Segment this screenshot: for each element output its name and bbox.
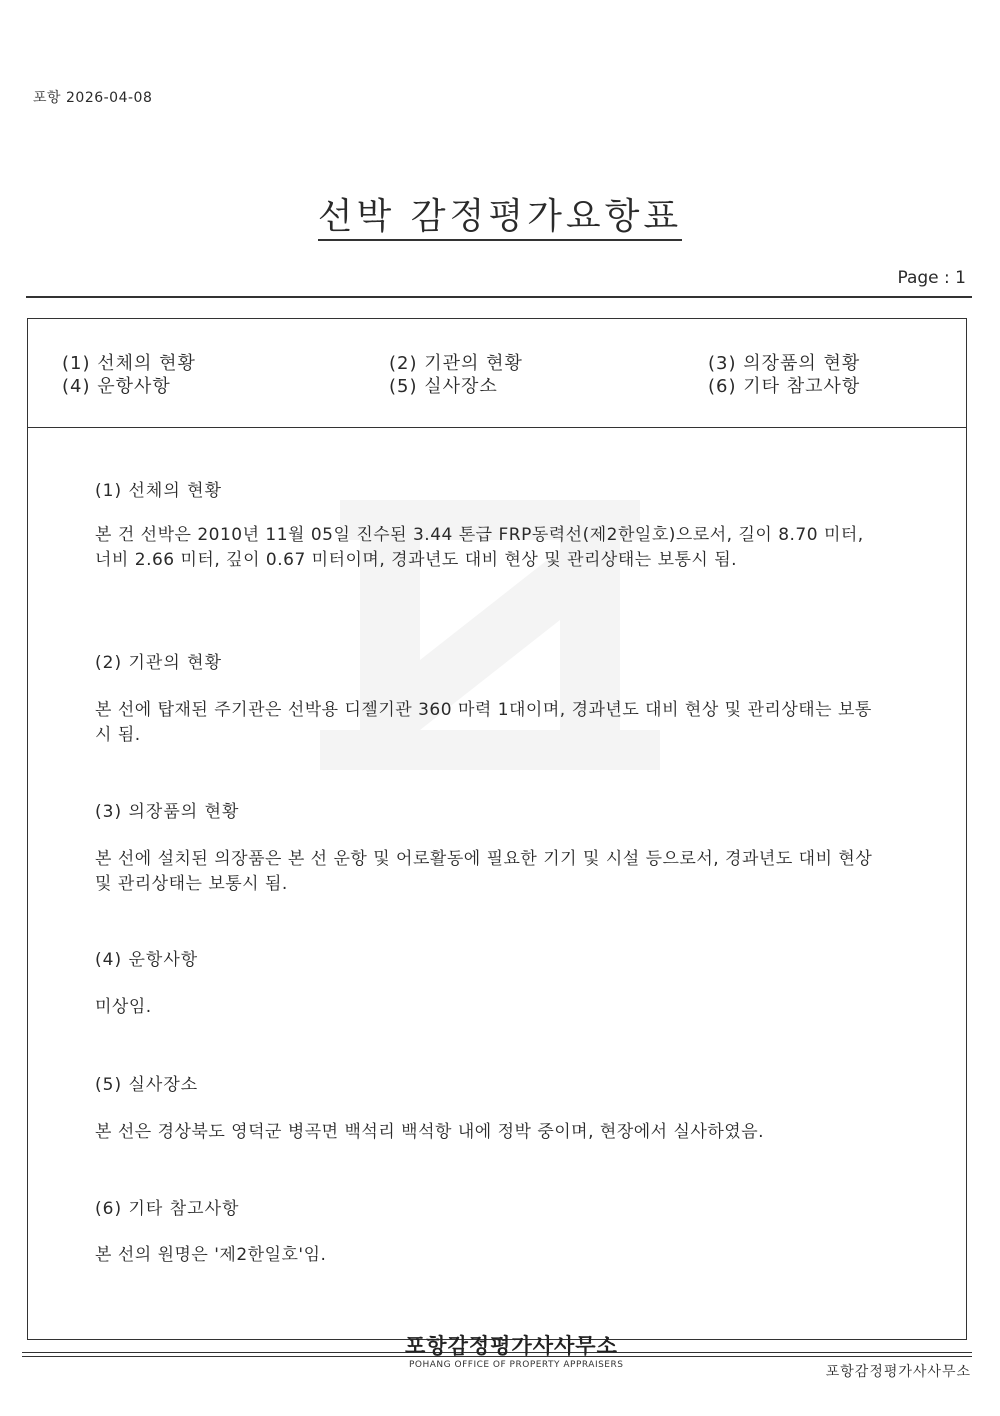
section-heading-operation: (4) 운항사항 [95, 950, 199, 970]
document-title-text: 선박 감정평가요항표 [318, 196, 682, 241]
section-body-hull: 본 건 선박은 2010년 11월 05일 진수된 3.44 톤급 FRP동력선(제2한일호)으로서, 길이 8.70 미터, 너비 2.66 미터, 깊이 0.67 미터이며, 경과년도 대비 현상 및 관리상태는 보통시 됨. [95, 525, 864, 570]
toc-item-equipment: (3) 의장품의 현황 [708, 353, 861, 374]
section-heading-other-notes: (6) 기타 참고사항 [95, 1199, 240, 1219]
header-divider [26, 296, 972, 298]
section-heading-engine: (2) 기관의 현황 [95, 653, 222, 673]
section-body-inspection-site: 본 선은 경상북도 영덕군 병곡면 백석리 백석항 내에 정박 중이며, 현장에서 실사하였음. [95, 1122, 765, 1142]
footer-logo-korean: 포항감정평가사사무소 [405, 1334, 618, 1358]
toc-item-engine: (2) 기관의 현황 [389, 353, 523, 374]
document-date: 포항 2026-04-08 [33, 90, 153, 106]
content-frame [27, 318, 967, 1340]
toc-item-other-notes: (6) 기타 참고사항 [708, 376, 861, 397]
section-body-engine: 본 선에 탑재된 주기관은 선박용 디젤기관 360 마력 1대이며, 경과년도 대비 현상 및 관리상태는 보통시 됨. [95, 700, 872, 745]
section-heading-equipment: (3) 의장품의 현황 [95, 802, 240, 822]
section-body-operation: 미상임. [95, 997, 152, 1017]
toc-item-hull: (1) 선체의 현황 [62, 353, 196, 374]
footer-office-name: 포항감정평가사사무소 [825, 1364, 971, 1380]
document-title [0, 188, 1000, 239]
table-of-contents [28, 319, 966, 428]
page-number: Page : 1 [897, 268, 966, 288]
toc-item-operation: (4) 운항사항 [62, 376, 171, 397]
section-body-other-notes: 본 선의 원명은 '제2한일호'임. [95, 1245, 327, 1265]
section-heading-inspection-site: (5) 실사장소 [95, 1075, 199, 1095]
section-heading-hull: (1) 선체의 현황 [95, 481, 222, 501]
section-body-equipment: 본 선에 설치된 의장품은 본 선 운항 및 어로활동에 필요한 기기 및 시설 등으로서, 경과년도 대비 현상 및 관리상태는 보통시 됨. [95, 849, 873, 894]
toc-item-inspection-site: (5) 실사장소 [389, 376, 498, 397]
footer-logo-english: POHANG OFFICE OF PROPERTY APPRAISERS [409, 1360, 624, 1370]
